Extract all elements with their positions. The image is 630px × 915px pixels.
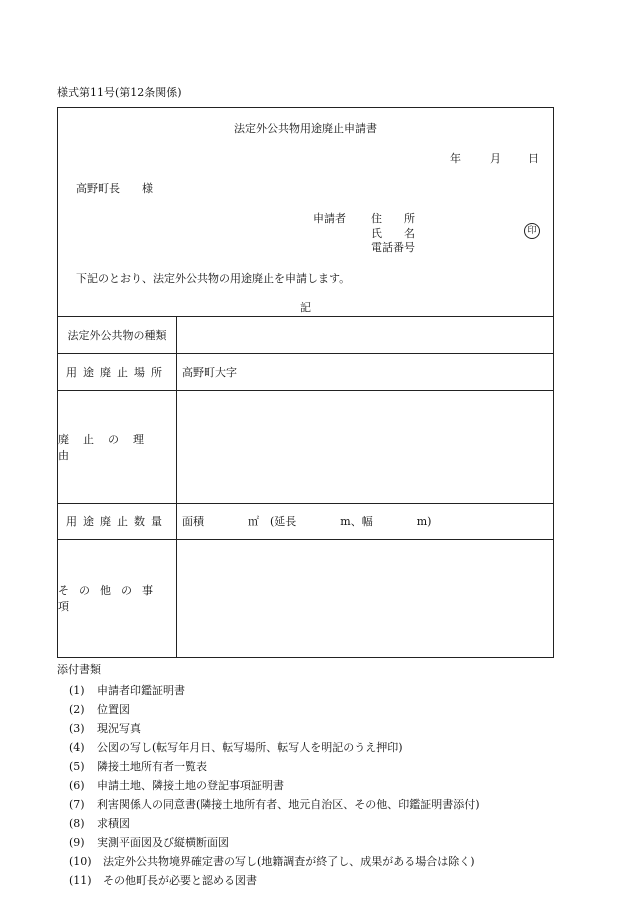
form-number: 様式第11号(第12条関係) [57, 86, 182, 99]
row-label-type: 法定外公共物の種類 [67, 328, 167, 342]
attachment-number: (5) [69, 760, 85, 773]
intro-text: 下記のとおり、法定外公共物の用途廃止を申請します。 [76, 272, 351, 285]
attachment-number: (7) [69, 798, 85, 811]
attachment-number: (9) [69, 836, 85, 849]
location-field[interactable] [182, 353, 237, 390]
attachment-text: 利害関係人の同意書(隣接土地所有者、地元自治区、その他、印鑑証明書添付) [97, 798, 480, 811]
attachment-text: 申請者印鑑証明書 [97, 684, 185, 697]
list-item [57, 700, 480, 719]
list-item [57, 871, 480, 890]
attachments-section [57, 661, 480, 890]
applicant-label: 申請者 [313, 212, 346, 225]
attachment-number: (3) [69, 722, 85, 735]
phone-label: 電話番号 [371, 241, 415, 254]
attachment-number: (1) [69, 684, 85, 697]
list-item [57, 681, 480, 700]
ki-heading: 記 [300, 301, 311, 314]
quantity-field[interactable] [182, 503, 431, 539]
other-field[interactable] [182, 539, 552, 657]
attachment-text: 求積図 [97, 817, 130, 830]
form-title: 法定外公共物用途廃止申請書 [234, 122, 377, 135]
row-label-location: 用途廃止場所 [66, 365, 168, 379]
attachment-text: 法定外公共物境界確定書の写し(地籍調査が終了し、成果がある場合は除く) [103, 855, 475, 868]
attachment-text: 現況写真 [97, 722, 141, 735]
row-label-reason: 廃止の理由 [58, 432, 158, 462]
attachments-title: 添付書類 [57, 663, 101, 676]
seal-mark [524, 223, 540, 239]
attachment-text: 公図の写し(転写年月日、転写場所、転写人を明記のうえ押印) [97, 741, 403, 754]
name-label: 氏 名 [371, 227, 415, 240]
list-item [57, 814, 480, 833]
row-label-other: その他の事項 [58, 584, 163, 613]
attachment-number: (4) [69, 741, 85, 754]
location-value: 高野町大字 [182, 365, 237, 379]
table-row-label [58, 390, 176, 503]
application-form [57, 107, 554, 658]
attachment-number: (6) [69, 779, 85, 792]
reason-field[interactable] [182, 390, 552, 503]
list-item [57, 776, 480, 795]
list-item [57, 833, 480, 852]
column-divider [176, 316, 177, 657]
quantity-value: 面積 ㎡ (延長 m、幅 m) [182, 515, 432, 528]
list-item [57, 757, 480, 776]
list-item [57, 738, 480, 757]
table-row-label [58, 316, 176, 353]
seal-icon: 印 [524, 223, 540, 239]
address-label: 住 所 [371, 212, 415, 225]
attachment-text: その他町長が必要と認める図書 [103, 874, 257, 887]
date-day: 日 [528, 152, 539, 165]
row-label-quantity: 用途廃止数量 [66, 515, 168, 528]
table-row-label [58, 539, 176, 657]
attachment-number: (2) [69, 703, 85, 716]
attachment-number: (10) [69, 855, 92, 868]
list-item [57, 852, 480, 871]
list-item [57, 795, 480, 814]
table-row-label [58, 503, 176, 539]
list-item [57, 719, 480, 738]
attachment-text: 実測平面図及び縦横断面図 [97, 836, 229, 849]
attachment-number: (11) [69, 874, 92, 887]
attachment-text: 位置図 [97, 703, 130, 716]
attachment-number: (8) [69, 817, 85, 830]
date-year: 年 [450, 152, 461, 165]
table-row-label [58, 353, 176, 390]
attachment-text: 申請土地、隣接土地の登記事項証明書 [97, 779, 284, 792]
addressee: 高野町長 様 [76, 182, 153, 195]
attachment-text: 隣接土地所有者一覧表 [97, 760, 207, 773]
attachments-list [57, 681, 480, 890]
date-month: 月 [490, 152, 501, 165]
